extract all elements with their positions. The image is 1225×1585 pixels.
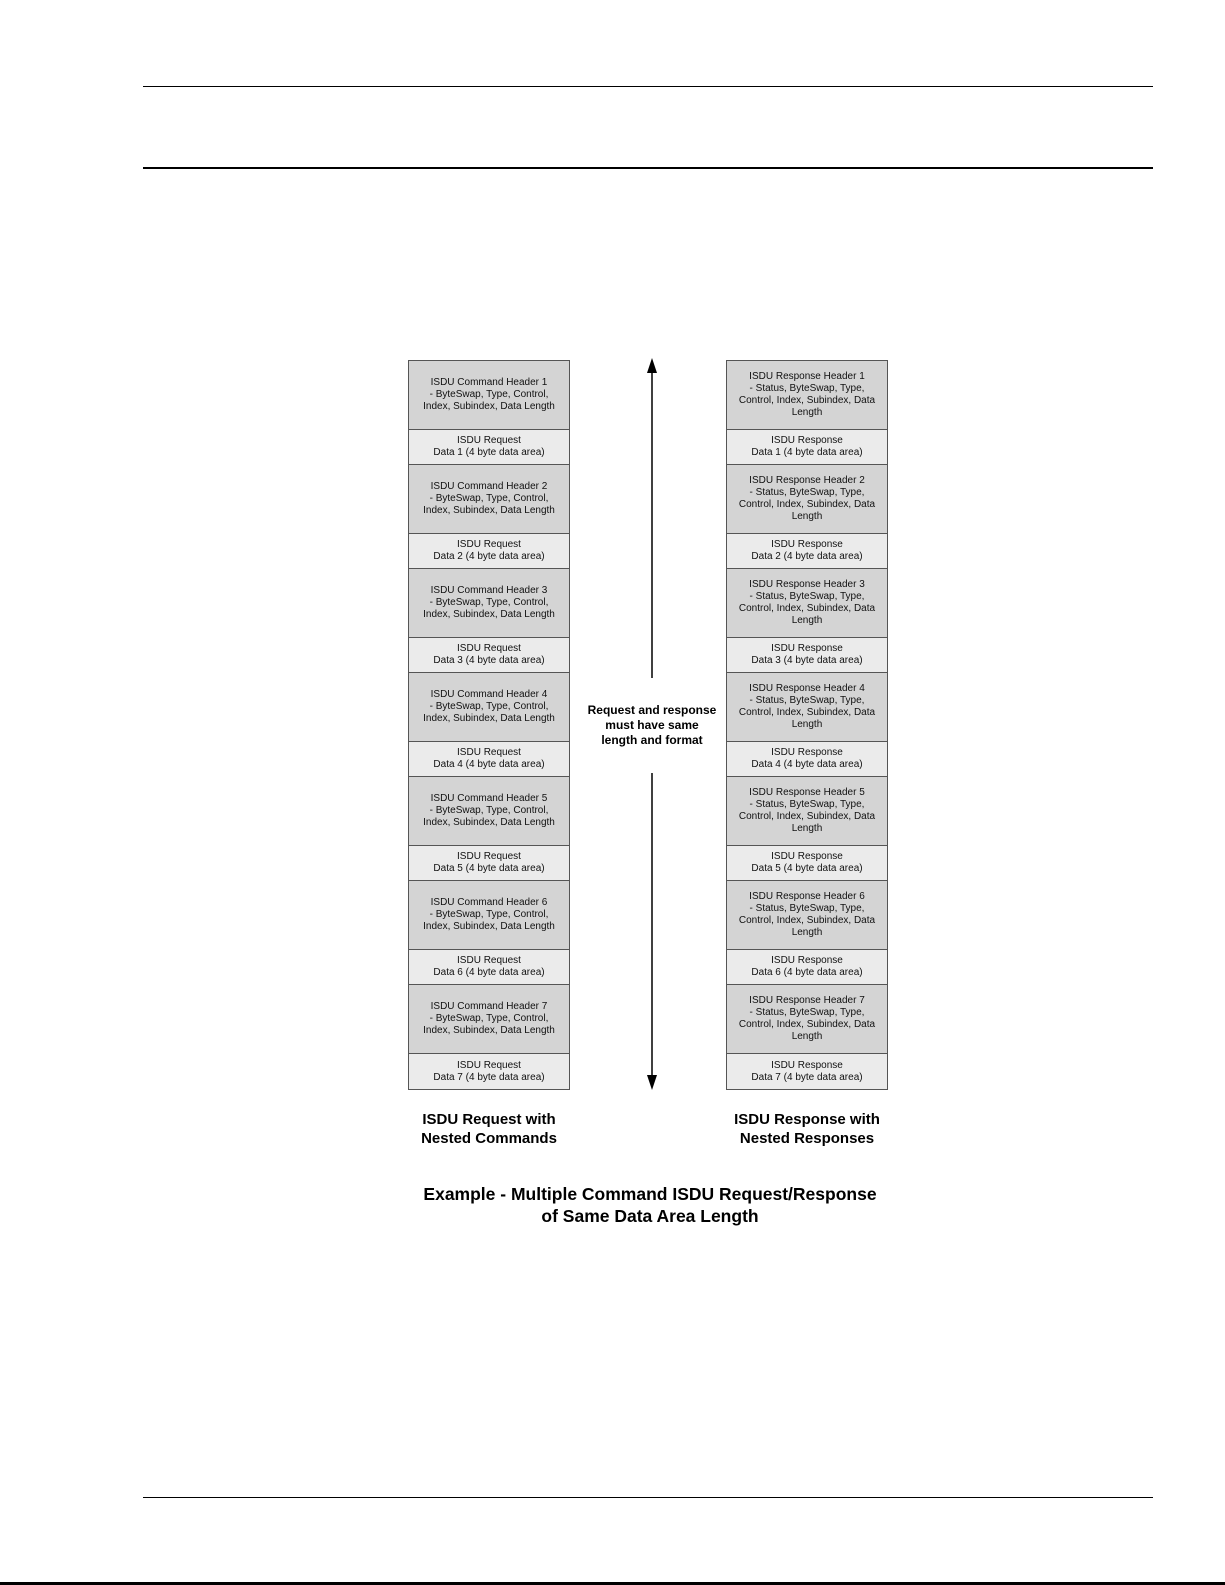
- request-header-cell: ISDU Command Header 5 - ByteSwap, Type, Control, Index, Subindex, Data Length: [409, 777, 569, 846]
- request-data-cell: ISDU Request Data 7 (4 byte data area): [409, 1054, 569, 1089]
- response-data-cell: ISDU Response Data 2 (4 byte data area): [727, 534, 887, 569]
- response-header-cell: ISDU Response Header 2 - Status, ByteSwap, Type, Control, Index, Subindex, Data Length: [727, 465, 887, 534]
- request-header-cell: ISDU Command Header 2 - ByteSwap, Type, Control, Index, Subindex, Data Length: [409, 465, 569, 534]
- response-data-cell: ISDU Response Data 1 (4 byte data area): [727, 430, 887, 465]
- response-header-cell: ISDU Response Header 4 - Status, ByteSwap, Type, Control, Index, Subindex, Data Length: [727, 673, 887, 742]
- response-header-cell: ISDU Response Header 5 - Status, ByteSwap, Type, Control, Index, Subindex, Data Length: [727, 777, 887, 846]
- header-rule-bottom: [143, 167, 1153, 169]
- figure-caption: Example - Multiple Command ISDU Request/Response of Same Data Area Length: [423, 1184, 877, 1226]
- request-data-cell: ISDU Request Data 1 (4 byte data area): [409, 430, 569, 465]
- footer-rule: [143, 1497, 1153, 1498]
- response-stack: [726, 360, 888, 1090]
- length-format-note: Request and response must have same length and format: [587, 703, 717, 747]
- request-header-cell: ISDU Command Header 3 - ByteSwap, Type, Control, Index, Subindex, Data Length: [409, 569, 569, 638]
- request-data-cell: ISDU Request Data 4 (4 byte data area): [409, 742, 569, 777]
- response-data-cell: ISDU Response Data 4 (4 byte data area): [727, 742, 887, 777]
- request-data-cell: ISDU Request Data 3 (4 byte data area): [409, 638, 569, 673]
- request-stack-caption: ISDU Request with Nested Commands: [421, 1111, 557, 1147]
- request-header-cell: ISDU Command Header 1 - ByteSwap, Type, Control, Index, Subindex, Data Length: [409, 361, 569, 430]
- request-data-cell: ISDU Request Data 5 (4 byte data area): [409, 846, 569, 881]
- request-header-cell: ISDU Command Header 4 - ByteSwap, Type, Control, Index, Subindex, Data Length: [409, 673, 569, 742]
- request-header-cell: ISDU Command Header 7 - ByteSwap, Type, Control, Index, Subindex, Data Length: [409, 985, 569, 1054]
- response-header-cell: ISDU Response Header 1 - Status, ByteSwap, Type, Control, Index, Subindex, Data Length: [727, 361, 887, 430]
- response-stack-caption: ISDU Response with Nested Responses: [734, 1111, 880, 1147]
- request-data-cell: ISDU Request Data 2 (4 byte data area): [409, 534, 569, 569]
- request-data-cell: ISDU Request Data 6 (4 byte data area): [409, 950, 569, 985]
- request-header-cell: ISDU Command Header 6 - ByteSwap, Type, Control, Index, Subindex, Data Length: [409, 881, 569, 950]
- response-header-cell: ISDU Response Header 3 - Status, ByteSwap, Type, Control, Index, Subindex, Data Length: [727, 569, 887, 638]
- header-rule-top: [143, 86, 1153, 87]
- request-stack: [408, 360, 570, 1090]
- arrow-head-down: [647, 1075, 657, 1090]
- response-header-cell: ISDU Response Header 7 - Status, ByteSwap, Type, Control, Index, Subindex, Data Length: [727, 985, 887, 1054]
- response-data-cell: ISDU Response Data 3 (4 byte data area): [727, 638, 887, 673]
- response-data-cell: ISDU Response Data 6 (4 byte data area): [727, 950, 887, 985]
- arrow-head-up: [647, 358, 657, 373]
- response-data-cell: ISDU Response Data 5 (4 byte data area): [727, 846, 887, 881]
- response-data-cell: ISDU Response Data 7 (4 byte data area): [727, 1054, 887, 1089]
- response-header-cell: ISDU Response Header 6 - Status, ByteSwap, Type, Control, Index, Subindex, Data Length: [727, 881, 887, 950]
